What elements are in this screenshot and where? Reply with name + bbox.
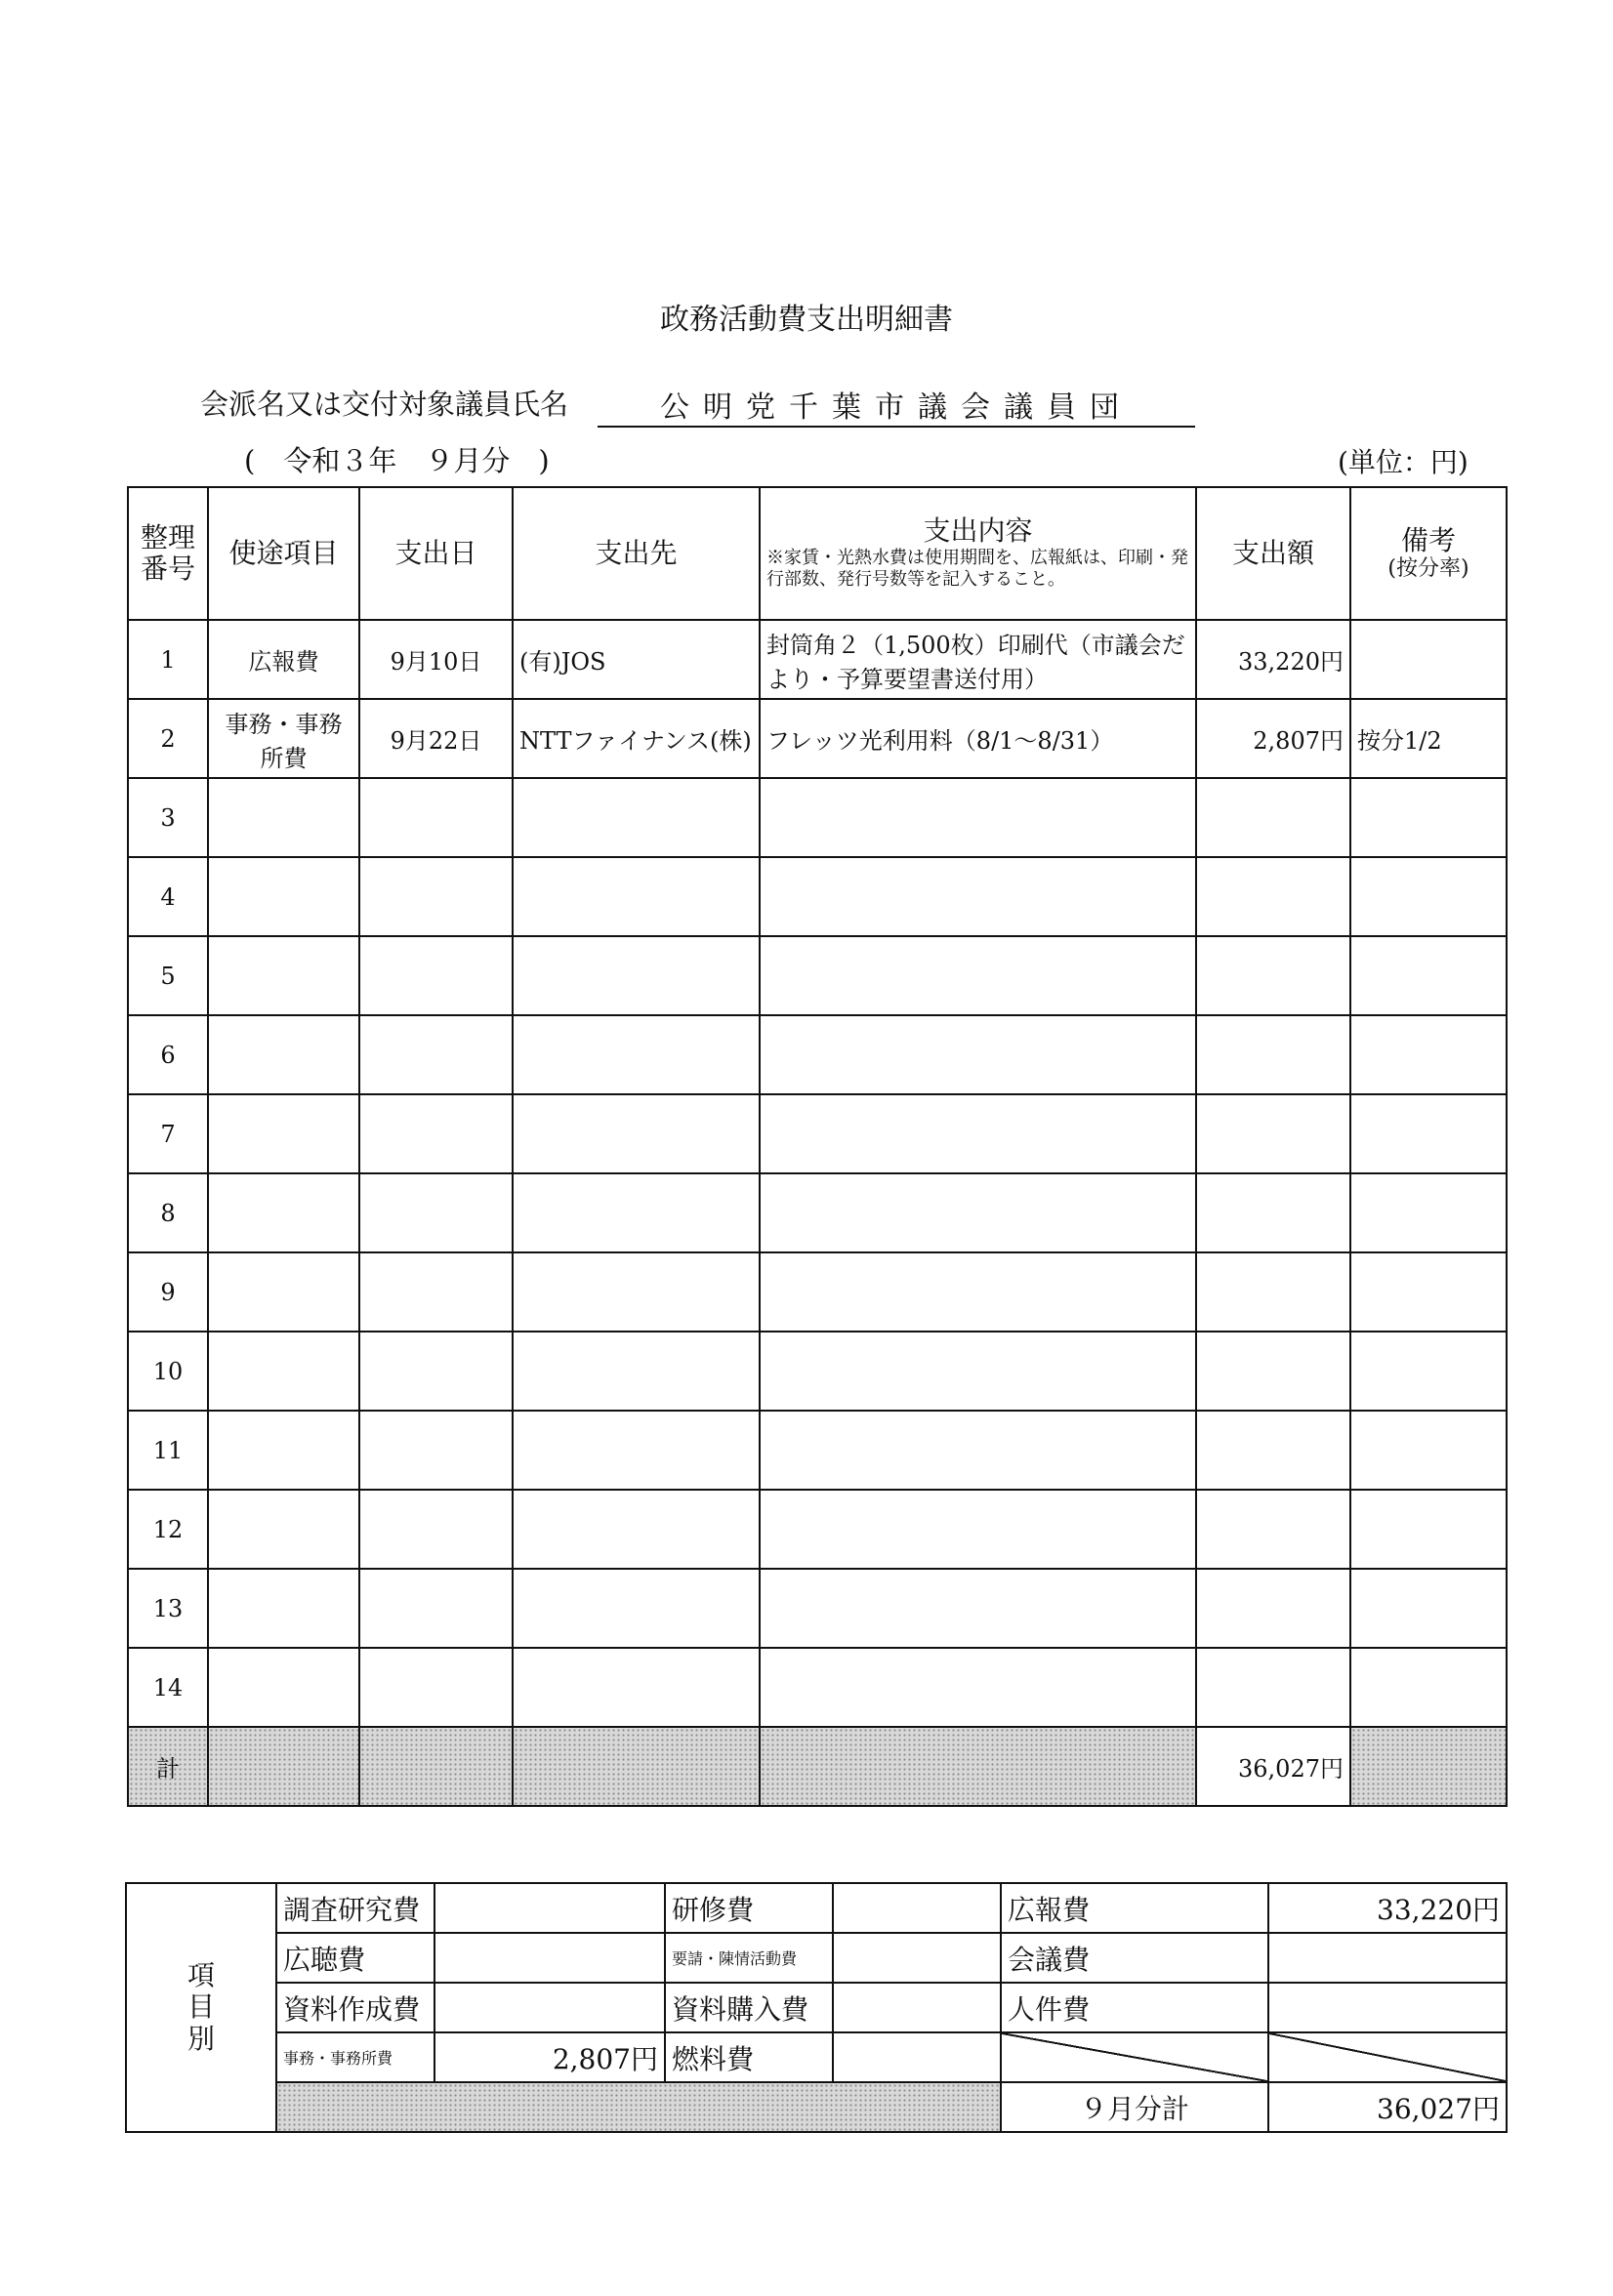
row-bikou	[1350, 1490, 1507, 1569]
row-shishutsusaki	[513, 1015, 760, 1094]
row-shishutsusaki: NTTファイナンス(株)	[513, 699, 760, 778]
row-shishutsubi: 9月22日	[359, 699, 513, 778]
category-label-betsu: 別	[186, 2022, 215, 2055]
row-shishutsu-naiyou	[760, 1015, 1196, 1094]
caucus-label: 会派名又は交付対象議員氏名	[200, 388, 569, 421]
row-shishutsugaku	[1196, 1252, 1350, 1332]
row-bikou	[1350, 1332, 1507, 1411]
month-total-value: 36,027円	[1268, 2082, 1507, 2132]
category-kocho: 広聴費	[276, 1933, 434, 1983]
value-chosa-kenkyu	[434, 1883, 665, 1933]
total-shaded-cell	[359, 1727, 513, 1806]
row-number: 2	[128, 699, 208, 778]
row-bikou	[1350, 1173, 1507, 1252]
row-shishutsubi	[359, 1015, 513, 1094]
row-shito-komoku	[208, 1094, 359, 1173]
header-seiri-line1: 整理	[140, 520, 195, 554]
expense-row	[128, 699, 1507, 778]
row-shishutsusaki	[513, 857, 760, 936]
value-kenshu	[833, 1883, 1001, 1933]
row-shishutsusaki	[513, 936, 760, 1015]
row-shishutsusaki	[513, 778, 760, 857]
row-shishutsugaku	[1196, 1569, 1350, 1648]
unit-label: (単位：円)	[1338, 446, 1468, 478]
document-title: 政務活動費支出明細書	[660, 303, 953, 337]
value-jimu-jimusho: 2,807円	[434, 2032, 665, 2082]
value-shiryo-sakusei	[434, 1983, 665, 2032]
row-shishutsusaki: (有)JOS	[513, 620, 760, 699]
row-number: 10	[128, 1332, 208, 1411]
row-shito-komoku	[208, 1015, 359, 1094]
total-row	[128, 1727, 1507, 1806]
category-label-moku: 目	[186, 1990, 215, 2024]
row-shishutsu-naiyou	[760, 778, 1196, 857]
row-shishutsu-naiyou	[760, 1411, 1196, 1490]
category-chosa-kenkyu: 調査研究費	[276, 1883, 434, 1933]
value-koho: 33,220円	[1268, 1883, 1507, 1933]
row-bikou	[1350, 778, 1507, 857]
row-bikou	[1350, 1411, 1507, 1490]
row-shishutsusaki	[513, 1332, 760, 1411]
row-shishutsusaki	[513, 1173, 760, 1252]
category-shiryo-konyu: 資料購入費	[665, 1983, 833, 2032]
summary-row-3	[126, 1983, 1507, 2032]
row-shishutsu-naiyou	[760, 1490, 1196, 1569]
category-kenshu: 研修費	[665, 1883, 833, 1933]
header-shito-komoku: 使途項目	[208, 487, 359, 620]
row-shishutsu-naiyou: フレッツ光利用料（8/1～8/31）	[760, 699, 1196, 778]
row-shishutsugaku	[1196, 1490, 1350, 1569]
row-shishutsubi	[359, 1569, 513, 1648]
row-shito-komoku: 事務・事務所費	[208, 699, 359, 778]
category-nenryo: 燃料費	[665, 2032, 833, 2082]
row-shito-komoku	[208, 1569, 359, 1648]
row-number: 12	[128, 1490, 208, 1569]
row-number: 4	[128, 857, 208, 936]
row-shishutsugaku	[1196, 1411, 1350, 1490]
month-total-label: ９月分計	[1001, 2082, 1268, 2132]
value-shiryo-konyu	[833, 1983, 1001, 2032]
header-bikou-title: 備考	[1400, 524, 1456, 557]
row-shishutsubi	[359, 1332, 513, 1411]
total-shaded-cell	[513, 1727, 760, 1806]
value-nenryo	[833, 2032, 1001, 2082]
expense-row	[128, 1648, 1507, 1727]
summary-row-1	[126, 1883, 1507, 1933]
expense-row	[128, 857, 1507, 936]
row-shito-komoku	[208, 1332, 359, 1411]
value-kaigi	[1268, 1933, 1507, 1983]
row-shishutsugaku	[1196, 1648, 1350, 1727]
total-shaded-cell	[1350, 1727, 1507, 1806]
row-shishutsu-naiyou: 封筒角２（1,500枚）印刷代（市議会だより・予算要望書送付用）	[760, 620, 1196, 699]
row-shishutsugaku	[1196, 857, 1350, 936]
row-bikou	[1350, 1648, 1507, 1727]
header-row	[128, 487, 1507, 620]
total-shaded-cell	[760, 1727, 1196, 1806]
row-shishutsugaku	[1196, 936, 1350, 1015]
category-label-ko: 項	[186, 1959, 215, 1992]
value-yosei-chinjo	[833, 1933, 1001, 1983]
category-koho: 広報費	[1001, 1883, 1268, 1933]
row-shishutsubi	[359, 1490, 513, 1569]
row-number: 8	[128, 1173, 208, 1252]
header-naiyou-note: ※家賃・光熱水費は使用期間を、広報紙は、印刷・発行部数、発行号数等を記入すること。	[766, 547, 1188, 591]
row-shishutsubi: 9月10日	[359, 620, 513, 699]
row-shishutsusaki	[513, 1252, 760, 1332]
row-shito-komoku	[208, 1173, 359, 1252]
expense-row	[128, 1173, 1507, 1252]
category-jimu-jimusho: 事務・事務所費	[276, 2032, 434, 2082]
diagonal-struck-cell	[1268, 2032, 1507, 2082]
row-number: 7	[128, 1094, 208, 1173]
header-shishutsubi: 支出日	[359, 487, 513, 620]
category-section-label	[126, 1883, 276, 2132]
row-number: 13	[128, 1569, 208, 1648]
row-shishutsubi	[359, 1648, 513, 1727]
row-shishutsugaku	[1196, 1094, 1350, 1173]
header-naiyou-title: 支出内容	[923, 514, 1033, 548]
row-shishutsusaki	[513, 1490, 760, 1569]
header-seiri-bango	[128, 487, 208, 620]
row-bikou	[1350, 1252, 1507, 1332]
expense-row	[128, 1094, 1507, 1173]
row-shishutsu-naiyou	[760, 1648, 1196, 1727]
row-shishutsu-naiyou	[760, 1569, 1196, 1648]
row-shishutsugaku	[1196, 1015, 1350, 1094]
row-shito-komoku: 広報費	[208, 620, 359, 699]
expense-row	[128, 1490, 1507, 1569]
total-label: 計	[128, 1727, 208, 1806]
row-shito-komoku	[208, 936, 359, 1015]
row-shishutsubi	[359, 1094, 513, 1173]
row-shishutsusaki	[513, 1648, 760, 1727]
expense-row	[128, 620, 1507, 699]
row-shishutsubi	[359, 1173, 513, 1252]
row-shishutsubi	[359, 936, 513, 1015]
row-bikou: 按分1/2	[1350, 699, 1507, 778]
row-shito-komoku	[208, 1252, 359, 1332]
value-kocho	[434, 1933, 665, 1983]
row-number: 6	[128, 1015, 208, 1094]
expense-row	[128, 1015, 1507, 1094]
total-shaded-cell	[208, 1727, 359, 1806]
summary-row-2	[126, 1933, 1507, 1983]
category-shiryo-sakusei: 資料作成費	[276, 1983, 434, 2032]
row-shito-komoku	[208, 1411, 359, 1490]
total-amount: 36,027円	[1196, 1727, 1350, 1806]
diagonal-struck-cell	[1001, 2032, 1268, 2082]
caucus-name: 公明党千葉市議会議員団	[598, 383, 1195, 428]
row-shishutsu-naiyou	[760, 1094, 1196, 1173]
row-shishutsugaku	[1196, 778, 1350, 857]
row-shishutsusaki	[513, 1411, 760, 1490]
row-bikou	[1350, 936, 1507, 1015]
row-shishutsusaki	[513, 1569, 760, 1648]
row-shishutsu-naiyou	[760, 1173, 1196, 1252]
row-shito-komoku	[208, 857, 359, 936]
reporting-period: ( 令和３年 ９月分 )	[244, 444, 550, 477]
expense-row	[128, 1252, 1507, 1332]
row-shito-komoku	[208, 1490, 359, 1569]
category-jinken: 人件費	[1001, 1983, 1268, 2032]
row-shishutsugaku	[1196, 1173, 1350, 1252]
summary-row-5	[126, 2082, 1507, 2132]
row-bikou	[1350, 857, 1507, 936]
header-shishutsu-naiyou	[760, 487, 1196, 620]
row-shito-komoku	[208, 1648, 359, 1727]
expense-row	[128, 778, 1507, 857]
expense-row	[128, 936, 1507, 1015]
expense-row	[128, 1411, 1507, 1490]
row-shishutsubi	[359, 778, 513, 857]
category-summary-table	[125, 1882, 1508, 2133]
row-shishutsugaku: 2,807円	[1196, 699, 1350, 778]
row-number: 14	[128, 1648, 208, 1727]
row-shishutsu-naiyou	[760, 936, 1196, 1015]
row-bikou	[1350, 620, 1507, 699]
row-shito-komoku	[208, 778, 359, 857]
row-bikou	[1350, 1569, 1507, 1648]
row-number: 9	[128, 1252, 208, 1332]
row-number: 1	[128, 620, 208, 699]
row-shishutsubi	[359, 857, 513, 936]
summary-row-4	[126, 2032, 1507, 2082]
header-seiri-line2: 番号	[140, 553, 195, 585]
header-shishutsusaki: 支出先	[513, 487, 760, 620]
header-bikou	[1350, 487, 1507, 620]
row-shishutsu-naiyou	[760, 1252, 1196, 1332]
category-yosei-chinjo: 要請・陳情活動費	[665, 1933, 833, 1983]
row-shishutsugaku: 33,220円	[1196, 620, 1350, 699]
header-bikou-sub: (按分率)	[1387, 556, 1469, 582]
row-bikou	[1350, 1094, 1507, 1173]
value-jinken	[1268, 1983, 1507, 2032]
category-kaigi: 会議費	[1001, 1933, 1268, 1983]
row-shishutsubi	[359, 1252, 513, 1332]
row-bikou	[1350, 1015, 1507, 1094]
expense-row	[128, 1569, 1507, 1648]
row-number: 11	[128, 1411, 208, 1490]
expense-row	[128, 1332, 1507, 1411]
row-shishutsu-naiyou	[760, 857, 1196, 936]
expenditure-table	[127, 486, 1508, 1807]
row-shishutsugaku	[1196, 1332, 1350, 1411]
header-shishutsugaku: 支出額	[1196, 487, 1350, 620]
row-shishutsu-naiyou	[760, 1332, 1196, 1411]
row-number: 5	[128, 936, 208, 1015]
row-number: 3	[128, 778, 208, 857]
row-shishutsusaki	[513, 1094, 760, 1173]
summary-shaded-area	[276, 2082, 1001, 2132]
row-shishutsubi	[359, 1411, 513, 1490]
